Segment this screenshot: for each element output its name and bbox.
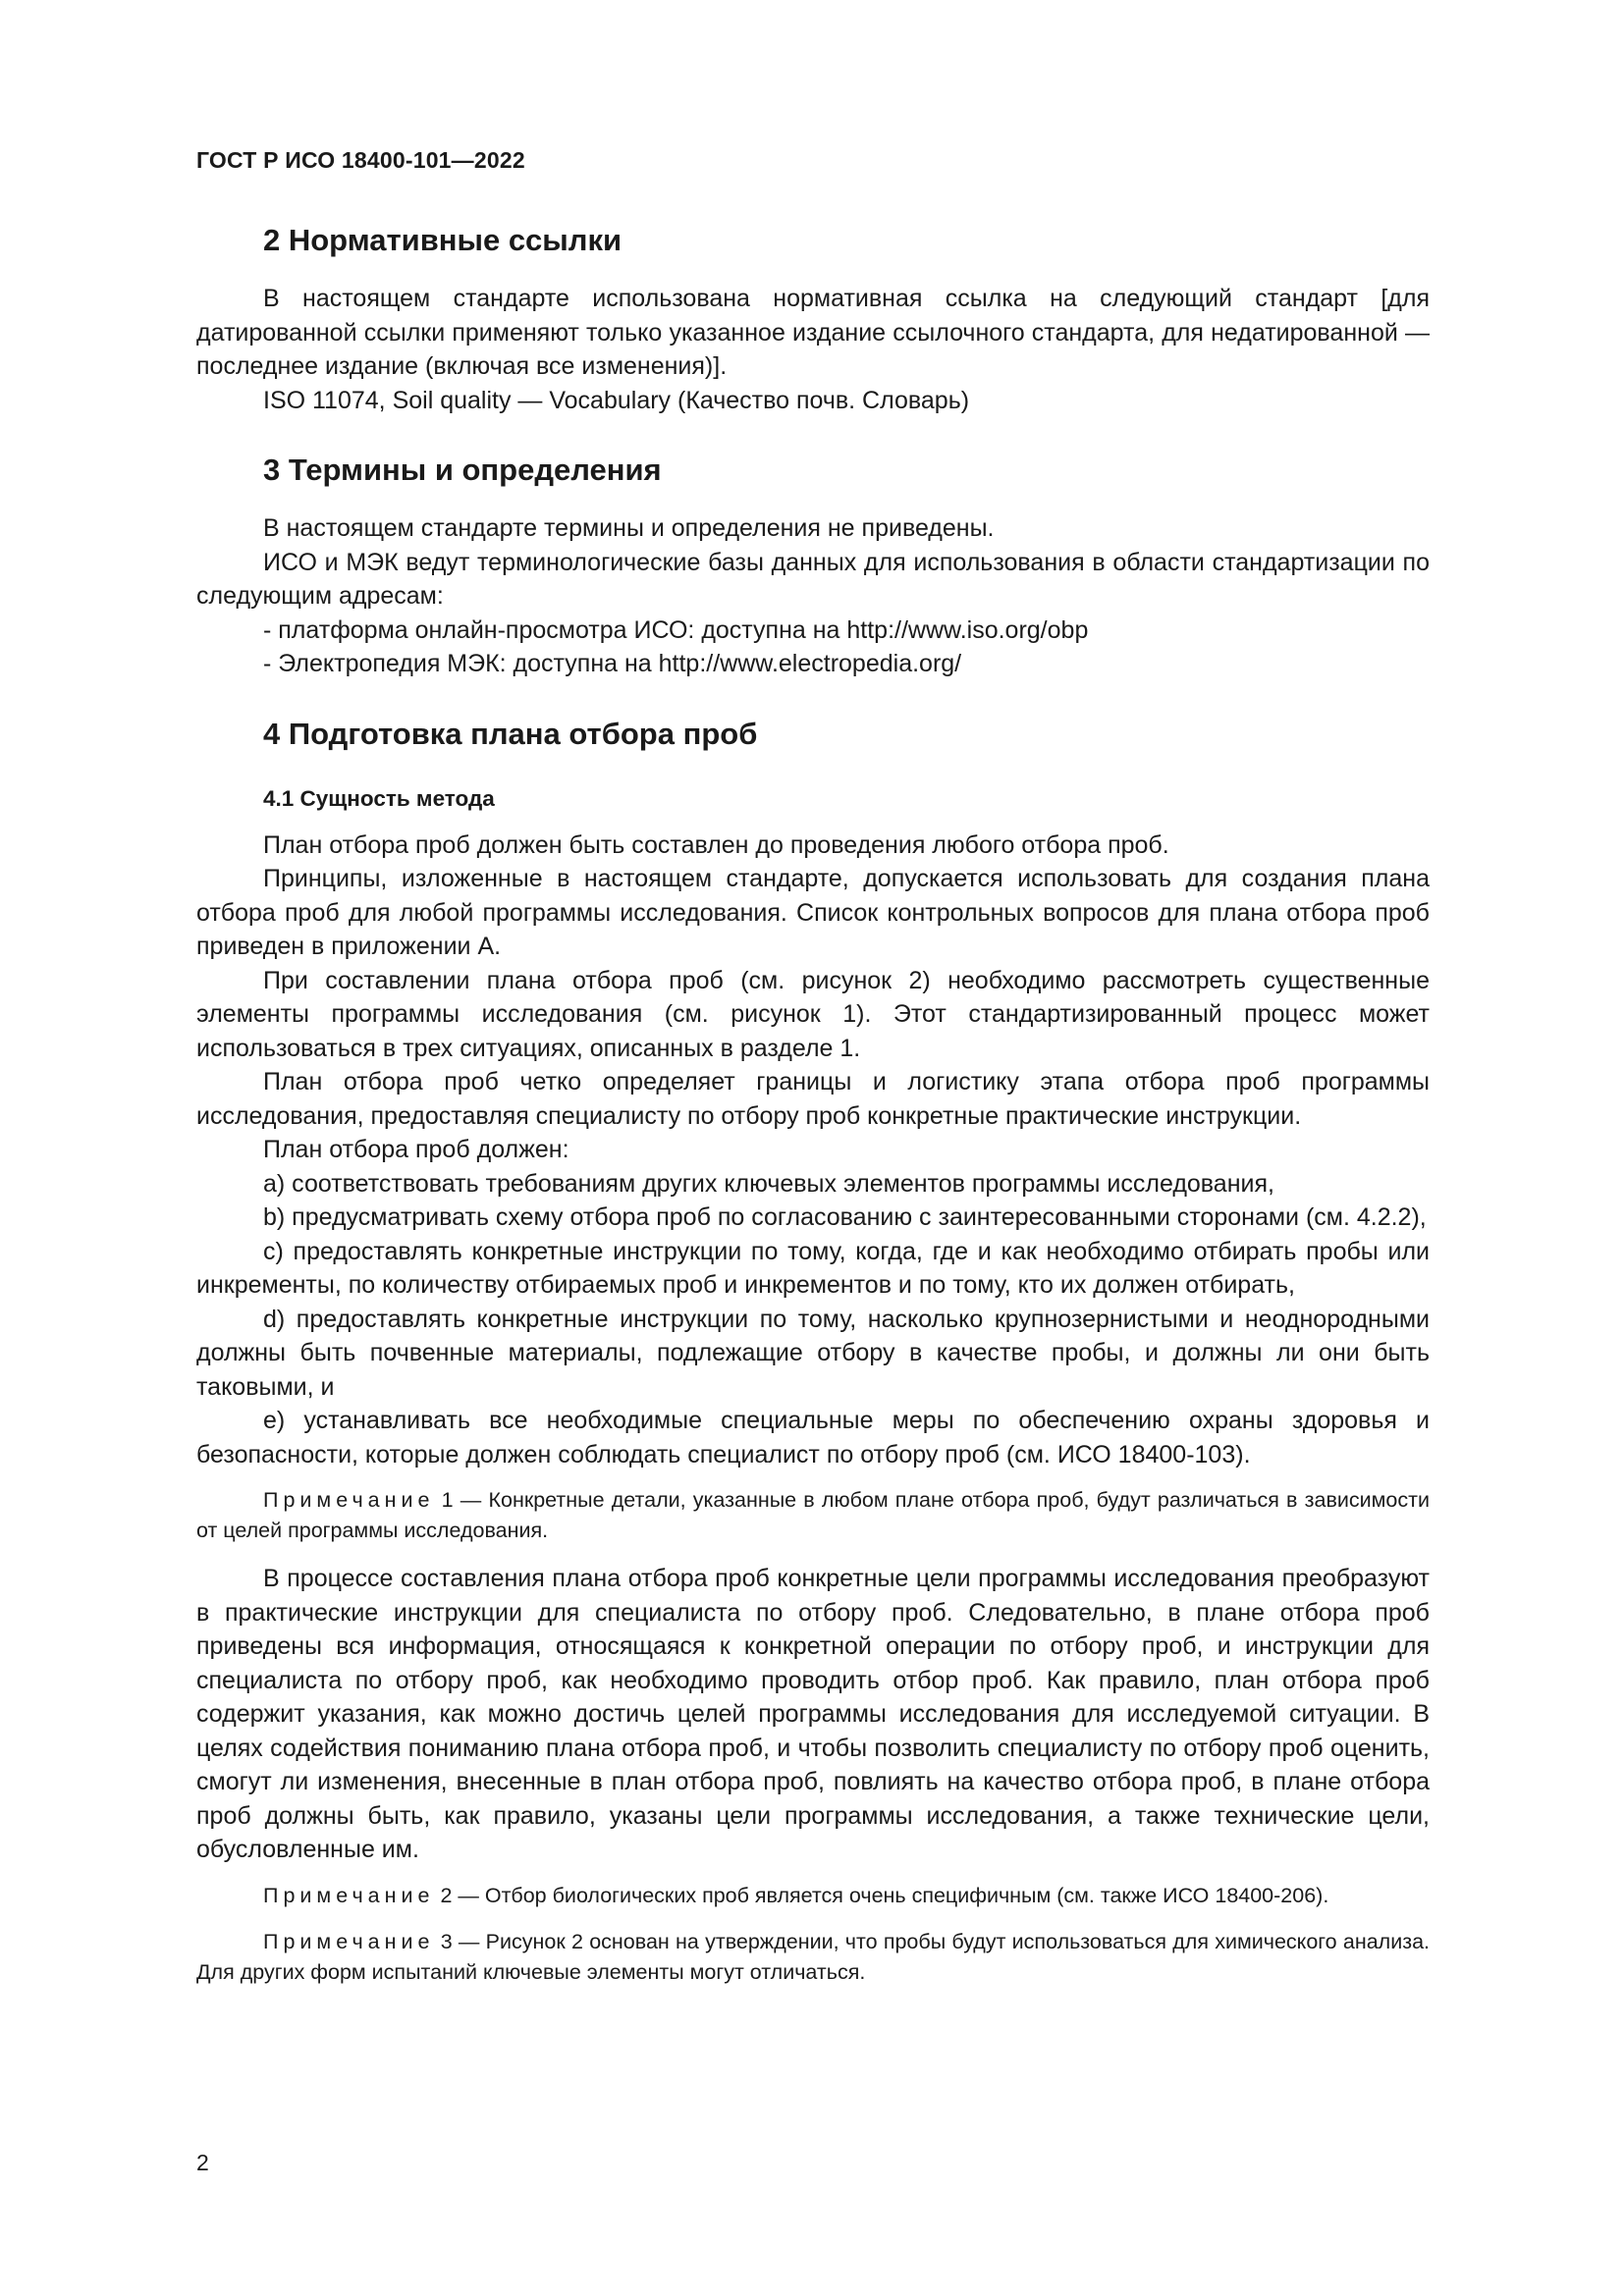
paragraph: Принципы, изложенные в настоящем стандарте, допускается использовать для создания плана отбора проб для любой программы исследования. Список контрольных вопросов для плана отбора проб приведен в приложении А. [196,865,1430,960]
section-3-title: 3 Термины и определения [263,453,662,487]
note-label: Примечание [263,1883,435,1907]
list-item: - Электропедия МЭК: доступна на http://www.electropedia.org/ [263,650,962,677]
note-text: 2 — Отбор биологических проб является очень специфичным (см. также ИСО 18400-206). [440,1883,1329,1907]
note-label: Примечание [263,1929,435,1953]
subsection-4-1-title: 4.1 Сущность метода [263,785,495,811]
list-item: - платформа онлайн-просмотра ИСО: доступна на http://www.iso.org/obp [263,615,1089,644]
paragraph: План отбора проб должен быть составлен до проведения любого отбора проб. [263,830,1169,859]
list-item: d) предоставлять конкретные инструкции по тому, насколько крупнозернистыми и неоднородными должны быть почвенные материалы, подлежащие отбору в качестве пробы, и должны ли они быть таковыми, и [196,1305,1430,1401]
list-item: e) устанавливать все необходимые специальные меры по обеспечению охраны здоровья и безопасности, которые должен соблюдать специалист по отбору проб (см. ИСО 18400-103). [196,1407,1430,1468]
note-text: 1 — Конкретные детали, указанные в любом плане отбора проб, будут различаться в зависимости от целей программы исследования. [196,1488,1430,1542]
page-number: 2 [196,2150,209,2175]
section-terms-definitions [196,451,1430,681]
list-item: b) предусматривать схему отбора проб по согласованию с заинтересованными сторонами (см. 4.2.2), [263,1203,1427,1231]
paragraph: В настоящем стандарте термины и определения не приведены. [263,514,995,542]
section-normative-references [196,221,1430,417]
paragraph: В настоящем стандарте использована нормативная ссылка на следующий стандарт [для датированной ссылки применяют только указанное издание ссылочного стандарта, для недатированной — последнее издание (включая все изменения)]. [196,285,1430,380]
document-body [196,221,1430,2021]
paragraph: ИСО и МЭК ведут терминологические базы данных для использования в области стандартизации по следующим адресам: [196,548,1430,610]
note-1 [196,1485,1430,1546]
list-item: c) предоставлять конкретные инструкции по тому, когда, где и как необходимо отбирать пробы или инкременты, по количеству отбираемых проб и инкрементов и по тому, кто их должен отбирать, [196,1237,1430,1299]
section-sampling-plan [196,715,1430,1988]
note-text: 3 — Рисунок 2 основан на утверждении, что пробы будут использоваться для химического анализа. Для других форм испытаний ключевые элементы могут отличаться. [196,1929,1431,1984]
section-4-title: 4 Подготовка плана отбора проб [263,716,758,751]
note-3 [196,1927,1430,1988]
paragraph: В процессе составления плана отбора проб конкретные цели программы исследования преобразуют в практические инструкции для специалиста по отбору проб. Следовательно, в плане отбора проб приведены вся информация, относящаяся к конкретной операции по отбору проб, и инструкции для специалиста по отбору проб, как необходимо проводить отбор проб. Как правило, план отбора проб содержит указания, как можно достичь целей программы исследования для исследуемой ситуации. В целях содействия пониманию плана отбора проб, и чтобы позволить специалисту по отбору проб оценить, смогут ли изменения, внесенные в план отбора проб, повлиять на качество отбора проб, в плане отбора проб должны быть, как правило, указаны цели программы исследования, а также технические цели, обусловленные им. [196,1565,1430,1863]
document-id: ГОСТ Р ИСО 18400-101—2022 [196,147,525,173]
note-label: Примечание [263,1488,435,1512]
paragraph: При составлении плана отбора проб (см. рисунок 2) необходимо рассмотреть существенные элементы программы исследования (см. рисунок 1). Этот стандартизированный процесс может использоваться в трех ситуациях, описанных в разделе 1. [196,966,1430,1062]
paragraph: План отбора проб должен: [263,1136,569,1163]
note-2 [196,1881,1430,1911]
list-item: a) соответствовать требованиям других ключевых элементов программы исследования, [263,1169,1274,1198]
paragraph: План отбора проб четко определяет границы и логистику этапа отбора проб программы исследования, предоставляя специалисту по отбору проб конкретные практические инструкции. [196,1068,1430,1130]
paragraph: ISO 11074, Soil quality — Vocabulary (Качество почв. Словарь) [263,386,970,414]
section-2-title: 2 Нормативные ссылки [263,223,623,257]
